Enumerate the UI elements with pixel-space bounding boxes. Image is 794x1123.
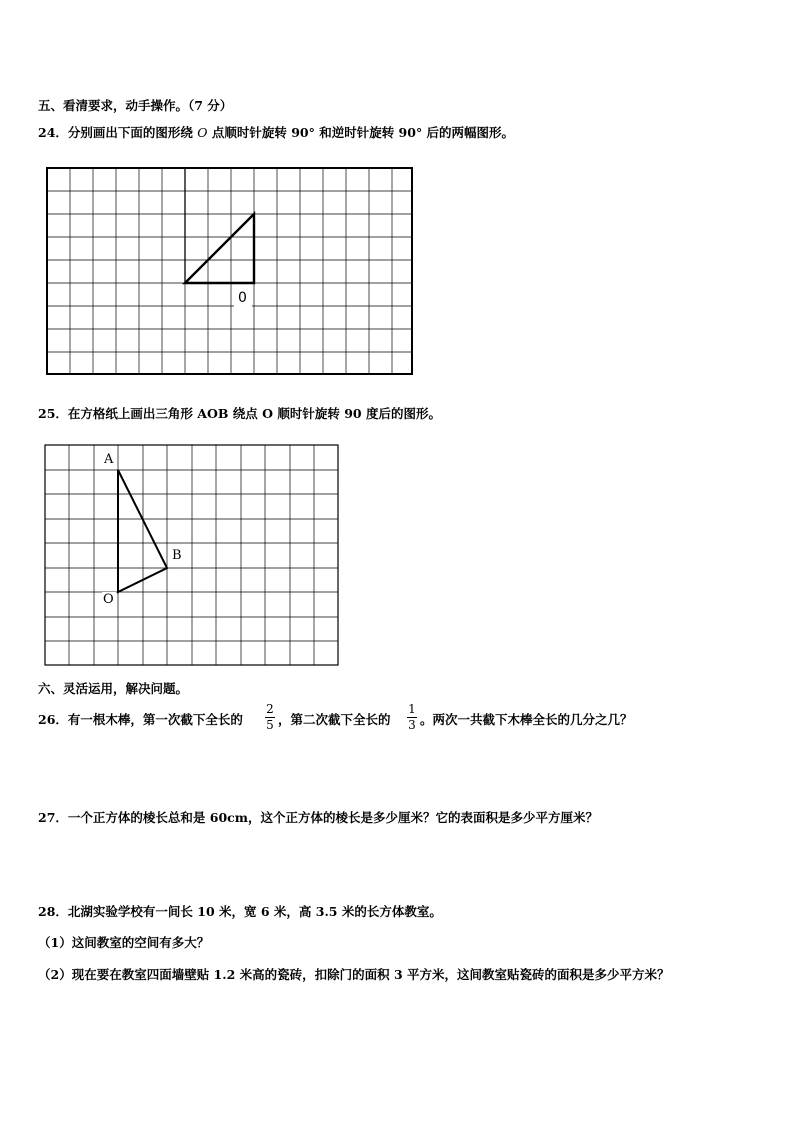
question-25-grid <box>45 445 338 665</box>
question-25-label-b: B <box>172 548 182 563</box>
question-25-text: 25．在方格纸上画出三角形 AOB 绕点 O 顺时针旋转 90 度后的图形。 <box>38 406 441 421</box>
fraction-1-numerator: 2 <box>266 702 274 716</box>
question-25-label-o: O <box>103 592 114 607</box>
question-24-point: O <box>197 125 208 140</box>
question-26-fraction-2 <box>406 703 418 732</box>
question-24-suffix: 点顺时针旋转 90° 和逆时针旋转 90° 后的两幅图形。 <box>207 125 515 140</box>
question-26-part2: ，第二次截下全长的 <box>278 712 391 727</box>
question-25-triangle-aob <box>118 470 167 592</box>
question-28-sub1: （1）这间教室的空间有多大？ <box>38 935 210 950</box>
question-28-text: 28．北湖实验学校有一间长 10 米，宽 6 米，高 3.5 米的长方体教室。 <box>38 904 442 919</box>
question-26-part1: 26．有一根木棒，第一次截下全长的 <box>38 712 243 727</box>
question-27-text: 27．一个正方体的棱长总和是 60cm，这个正方体的棱长是多少厘米？它的表面积是多少平方厘米？ <box>38 810 598 825</box>
section-5-heading: 五、看清要求，动手操作。（7 分） <box>38 98 233 113</box>
question-28-sub2: （2）现在要在教室四面墙壁贴 1.2 米高的瓷砖，扣除门的面积 3 平方米，这间教室贴瓷砖的面积是多少平方米？ <box>38 967 670 982</box>
question-24-label-o: 0 <box>238 290 247 306</box>
question-25-label-a: A <box>104 452 114 467</box>
question-24-prefix: 24．分别画出下面的图形绕 <box>38 125 198 140</box>
question-26-part3: 。两次一共截下木棒全长的几分之几？ <box>420 712 633 727</box>
fraction-2-denominator: 3 <box>408 718 416 732</box>
fraction-1-denominator: 5 <box>266 718 274 732</box>
section-6-heading: 六、灵活运用，解决问题。 <box>38 681 189 696</box>
fraction-2-numerator: 1 <box>408 702 416 716</box>
question-25-grid-border <box>45 445 338 665</box>
question-26-fraction-1 <box>264 703 276 732</box>
